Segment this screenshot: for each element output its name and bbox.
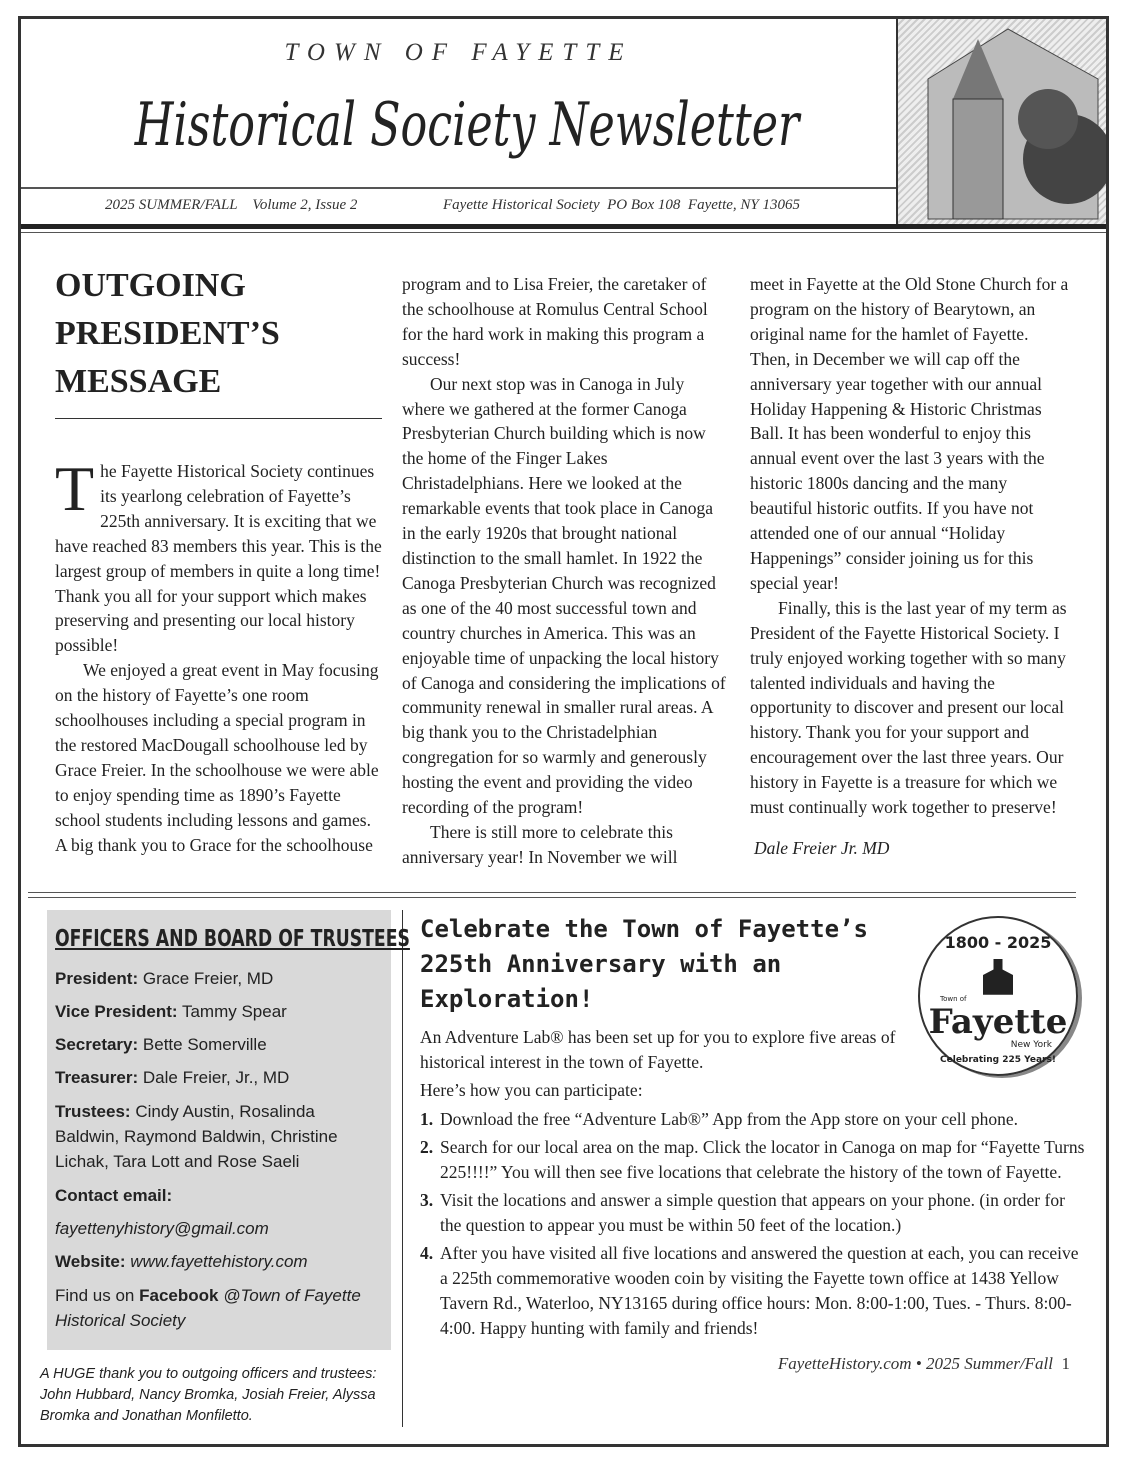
article-paragraph: meet in Fayette at the Old Stone Church for a program on the history of Bearytown, an original name for the hamlet of Fayette. Then, in December we will cap off the anniversary year together with our annual Holiday Happening & Historic Christmas Ball. It has been wonderful to enjoy this annual event over the last 3 years with the historic 1800s dancing and the many beautiful historic outfits. If you have not attended one of our annual “Holiday Happenings” consider joining us for this special year! (750, 274, 1069, 593)
header-thick-rule (21, 224, 1106, 229)
town-name: TOWN OF FAYETTE (284, 39, 633, 66)
title-rule (55, 418, 382, 419)
article-paragraph: he Fayette Historical Society continues its yearlong celebration of Fayette’s 225th anniversary. It is exciting that we have reached 83 members this year. This is the largest group of members in quite a long time! Thank you all for your support which makes preserving and presenting our local history possible! (55, 461, 382, 656)
bottom-section (21, 910, 1106, 1427)
website-link[interactable]: www.fayettehistory.com (130, 1251, 308, 1271)
officer-secretary: Secretary: Bette Somerville (55, 1034, 267, 1054)
step-item: 1. Download the free “Adventure Lab®” App from the App store on your cell phone. (420, 1108, 1018, 1129)
officers-title: OFFICERS AND BOARD OF TRUSTEES (55, 925, 410, 952)
church-sketch-image (896, 19, 1106, 224)
building-icon (983, 959, 1013, 995)
officer-vice-president: Vice President: Tammy Spear (55, 1001, 287, 1021)
facebook-info: Find us on Facebook @Town of Fayette Historical Society (55, 1285, 361, 1330)
article-column-3 (750, 272, 1072, 861)
step-item: 4. After you have visited all five locations and answered the question at each, you can receive a 225th commemorative wooden coin by visiting the Fayette town office at 1438 Yellow Tavern Rd., Waterloo, NY13165 during office hours: Mon. 8:00-1:00, Tues. - Thurs. 8:00-4:00. Happy hunting with family and friends! (420, 1242, 1079, 1338)
thanks-note: A HUGE thank you to outgoing officers and trustees: John Hubbard, Nancy Bromka, Josiah Freier, Alyssa Bromka and Jonathan Monfiletto. (40, 1365, 377, 1424)
how-to-participate: Here’s how you can participate: (420, 1079, 643, 1100)
anniversary-logo: 1800 - 2025 Town of Fayette New York Celebrating 225 Years! (918, 916, 1078, 1076)
newsletter-title: Historical Society Newsletter (134, 90, 800, 160)
article-columns (21, 237, 1106, 870)
header-rule (21, 187, 896, 189)
step-item: 2. Search for our local area on the map. Click the locator in Canoga on map for “Fayette Turns 225!!!!” You will then see five locations that celebrate the history of the town of Fayette. (420, 1136, 1085, 1182)
email-link[interactable]: fayettenyhistory@gmail.com (55, 1218, 269, 1238)
article-paragraph: Our next stop was in Canoga in July where we gathered at the former Canoga Presbyterian Church building which is now the home of the Finger Lakes Christadelphians. Here we looked at the remarkable events that took place in Canoga in the early 1920s that brought national distinction to the small hamlet. In 1922 the Canoga Presbyterian Church was recognized as one of the 40 most successful town and country churches in America. This was an enjoyable time of unpacking the local history of Canoga and considering the implications of community renewal in smaller rural areas. A big thank you to the Christadelphian congregation for so warmly and generously hosting the event and providing the video recording of the program! (402, 373, 726, 818)
article-paragraph: program and to Lisa Freier, the caretaker of the schoolhouse at Romulus Central School for the hard work in making this program a success! (402, 274, 708, 369)
article-paragraph: We enjoyed a great event in May focusing on the history of Fayette’s one room schoolhouses including a special program in the restored MacDougall schoolhouse led by Grace Freier. In the schoolhouse we were able to enjoy spending time as 1890’s Fayette school students including lessons and games. A big thank you to Grace for the schoolhouse (55, 660, 379, 855)
drop-cap: T (55, 453, 95, 524)
signature: Dale Freier Jr. MD (754, 837, 890, 858)
article-column-2 (402, 272, 727, 870)
step-item: 3. Visit the locations and answer a simple question that appears on your phone. (in order for the question to appear you must be within 50 feet of the location.) (420, 1189, 1065, 1235)
celebrate-section (402, 910, 1106, 1427)
celebrate-title: Celebrate the Town of Fayette’s 225th Anniversary with an Exploration! (420, 914, 868, 1013)
article-title: OUTGOING PRESIDENT’S MESSAGE (55, 267, 280, 400)
page-footer: FayetteHistory.com • 2025 Summer/Fall 1 (777, 1353, 1070, 1373)
officer-president: President: Grace Freier, MD (55, 968, 274, 988)
page-number: 1 (1061, 1353, 1070, 1373)
website: Website: www.fayettehistory.com (55, 1251, 308, 1271)
section-divider (28, 897, 1076, 898)
header-thin-rule (21, 232, 1106, 233)
facebook-link[interactable]: @Town of Fayette Historical Society (55, 1285, 361, 1330)
officers-column (21, 910, 410, 1427)
contact-email: Contact email: fayettenyhistory@gmail.com (55, 1185, 269, 1238)
page-frame (18, 16, 1109, 1447)
masthead (21, 19, 1106, 237)
celebrate-intro: An Adventure Lab® has been set up for you to explore five areas of historical interest in the town of Fayette. (420, 1026, 896, 1072)
trustees: Trustees: Cindy Austin, Rosalinda Baldwin, Raymond Baldwin, Christine Lichak, Tara Lott and Rose Saeli (55, 1101, 338, 1171)
issue-info: 2025 SUMMER/FALL Volume 2, Issue 2 (105, 197, 358, 213)
steps-list (420, 1107, 1090, 1341)
article-paragraph: There is still more to celebrate this anniversary year! In November we will (402, 821, 678, 867)
officers-box (47, 910, 410, 1350)
society-address: Fayette Historical Society PO Box 108 Fayette, NY 13065 (443, 197, 800, 213)
section-divider (28, 892, 1076, 893)
article-paragraph: Finally, this is the last year of my term as President of the Fayette Historical Society. I truly enjoyed working together with so many talented individuals and having the opportunity to discover and present our local history. Thank you for your support and encouragement over the last three years. Our history in Fayette is a treasure for which we must continually work together to preserve! (750, 597, 1067, 818)
article-column-1 (55, 262, 382, 858)
officer-treasurer: Treasurer: Dale Freier, Jr., MD (55, 1067, 290, 1087)
